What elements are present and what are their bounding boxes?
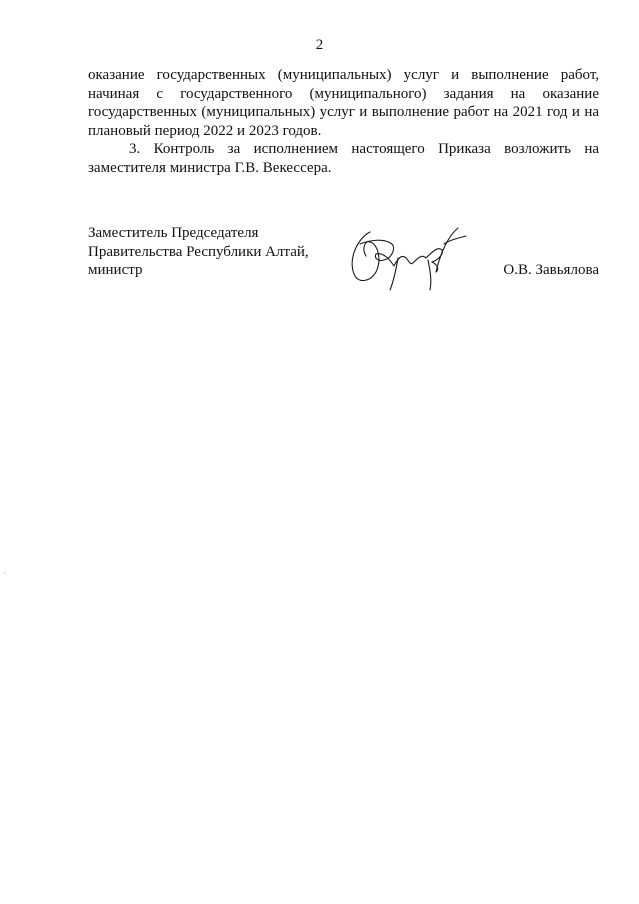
- signatory-name: О.В. Завьялова: [503, 262, 599, 278]
- paragraph-1-line-2: начиная с государственного (муниципального) задания на оказание: [88, 85, 599, 102]
- paragraph-1-line-1: оказание государственных (муниципальных) услуг и выполнение работ,: [88, 67, 599, 83]
- page-number: 2: [315, 37, 324, 53]
- paragraph-2-line-1: 3. Контроль за исполнением настоящего Приказа возложить на: [129, 141, 599, 158]
- position-line-1: Заместитель Председателя: [88, 225, 259, 241]
- paragraph-1-line-3: государственных (муниципальных) услуг и выполнение работ на 2021 год и на: [88, 104, 599, 121]
- position-line-3: министр: [88, 262, 143, 279]
- paragraph-2-line-2: заместителя министра Г.В. Векессера.: [88, 159, 332, 176]
- paragraph-1-line-4: плановый период 2022 и 2023 годов.: [88, 122, 322, 139]
- signatory-position: [88, 224, 309, 280]
- handwritten-signature: [340, 214, 470, 294]
- body-text: [88, 66, 599, 178]
- position-line-2: Правительства Республики Алтай,: [88, 243, 309, 260]
- scan-artifact: [4, 572, 6, 574]
